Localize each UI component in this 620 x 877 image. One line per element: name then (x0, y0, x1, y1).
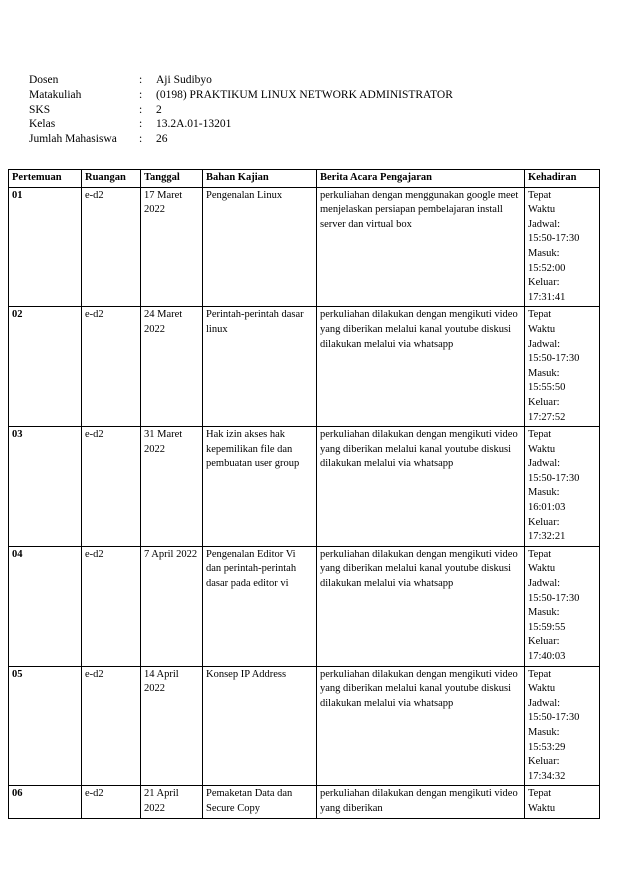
presence-line: Tepat (528, 189, 552, 201)
cell-berita-acara: perkuliahan dilakukan dengan mengikuti video yang diberikan melalui kanal youtube diskusi dilakukan melalui via whatsapp (317, 427, 525, 547)
cell-bahan-kajian: Perintah-perintah dasar linux (203, 307, 317, 427)
presence-line: Keluar: (528, 277, 560, 289)
header-ruangan: Ruangan (82, 170, 141, 188)
presence-line: Masuk: (528, 726, 560, 738)
presence-line: 15:50-17:30 (528, 353, 580, 365)
info-row-sks (29, 103, 453, 118)
presence-line: Jadwal: (528, 578, 561, 590)
cell-pertemuan: 02 (9, 307, 82, 427)
header-kehadiran: Kehadiran (525, 170, 600, 188)
table-row (9, 786, 600, 818)
header-tanggal: Tanggal (141, 170, 203, 188)
presence-line: Tepat (528, 548, 552, 560)
cell-kehadiran (525, 427, 600, 547)
info-value: 2 (156, 103, 162, 116)
cell-ruangan: e-d2 (82, 187, 141, 307)
presence-line: Waktu (528, 802, 556, 814)
cell-ruangan: e-d2 (82, 786, 141, 818)
presence-line: 17:27:52 (528, 411, 566, 423)
cell-berita-acara: perkuliahan dilakukan dengan mengikuti video yang diberikan melalui kanal youtube diskusi dilakukan melalui via whatsapp (317, 666, 525, 786)
cell-kehadiran (525, 786, 600, 818)
info-colon: : (139, 74, 143, 86)
cell-tanggal: 7 April 2022 (141, 546, 203, 666)
presence-line: Jadwal: (528, 218, 561, 230)
info-value: 13.2A.01-13201 (156, 118, 232, 131)
cell-tanggal: 31 Maret 2022 (141, 427, 203, 547)
lecture-log-table (8, 169, 600, 819)
cell-pertemuan: 06 (9, 786, 82, 818)
info-colon: : (139, 118, 143, 131)
presence-line: 17:32:21 (528, 531, 566, 543)
presence-line: 15:50-17:30 (528, 233, 580, 245)
info-value: (0198) PRAKTIKUM LINUX NETWORK ADMINISTRATOR (156, 88, 453, 101)
info-colon: : (139, 88, 143, 101)
cell-bahan-kajian: Pengenalan Editor Vi dan perintah-perintah dasar pada editor vi (203, 546, 317, 666)
presence-line: Masuk: (528, 607, 560, 619)
info-colon: : (139, 133, 143, 146)
presence-line: Tepat (528, 788, 552, 800)
presence-line: Tepat (528, 309, 552, 321)
presence-line: Keluar: (528, 396, 560, 408)
presence-line: 15:53:29 (528, 741, 566, 753)
cell-ruangan: e-d2 (82, 546, 141, 666)
cell-kehadiran (525, 307, 600, 427)
table-row (9, 307, 600, 427)
presence-line: 15:50-17:30 (528, 592, 580, 604)
info-label: SKS (29, 103, 51, 116)
cell-bahan-kajian: Pengenalan Linux (203, 187, 317, 307)
presence-line: 15:59:55 (528, 621, 566, 633)
header-bahan-kajian: Bahan Kajian (203, 170, 317, 188)
cell-pertemuan: 01 (9, 187, 82, 307)
info-value: Aji Sudibyo (156, 74, 212, 86)
table-row (9, 187, 600, 307)
cell-bahan-kajian: Konsep IP Address (203, 666, 317, 786)
info-label: Kelas (29, 118, 56, 131)
info-row-kelas (29, 117, 453, 132)
cell-ruangan: e-d2 (82, 307, 141, 427)
table-row (9, 546, 600, 666)
cell-pertemuan: 03 (9, 427, 82, 547)
presence-line: Keluar: (528, 636, 560, 648)
header-berita-acara: Berita Acara Pengajaran (317, 170, 525, 188)
info-row-matakuliah (29, 88, 453, 103)
presence-line: Masuk: (528, 367, 560, 379)
presence-line: Jadwal: (528, 338, 561, 350)
presence-line: Waktu (528, 683, 556, 695)
presence-line: 15:50-17:30 (528, 712, 580, 724)
presence-line: Keluar: (528, 756, 560, 768)
cell-berita-acara: perkuliahan dilakukan dengan mengikuti video yang diberikan melalui kanal youtube diskusi dilakukan melalui via whatsapp (317, 307, 525, 427)
cell-kehadiran (525, 187, 600, 307)
presence-line: Masuk: (528, 487, 560, 499)
cell-tanggal: 14 April 2022 (141, 666, 203, 786)
header-pertemuan: Pertemuan (9, 170, 82, 188)
info-value: 26 (156, 133, 168, 146)
presence-line: 15:52:00 (528, 262, 566, 274)
presence-line: Waktu (528, 204, 556, 216)
cell-pertemuan: 05 (9, 666, 82, 786)
presence-line: 17:40:03 (528, 651, 566, 662)
info-label: Jumlah Mahasiswa (29, 133, 117, 146)
info-colon: : (139, 103, 143, 116)
presence-line: 17:31:41 (528, 291, 566, 303)
cell-berita-acara: perkuliahan dengan menggunakan google meet menjelaskan persiapan pembelajaran install server dan virtual box (317, 187, 525, 307)
info-row-jumlah-mahasiswa (29, 132, 453, 147)
cell-bahan-kajian: Hak izin akses hak kepemilikan file dan pembuatan user group (203, 427, 317, 547)
cell-bahan-kajian: Pemaketan Data dan Secure Copy (203, 786, 317, 818)
course-info (29, 73, 453, 147)
cell-berita-acara: perkuliahan dilakukan dengan mengikuti video yang diberikan (317, 786, 525, 818)
presence-line: 15:55:50 (528, 382, 566, 394)
cell-pertemuan: 04 (9, 546, 82, 666)
info-row-dosen (29, 73, 453, 88)
table-row (9, 427, 600, 547)
cell-berita-acara: perkuliahan dilakukan dengan mengikuti video yang diberikan melalui kanal youtube diskusi dilakukan melalui via whatsapp (317, 546, 525, 666)
presence-line: Tepat (528, 668, 552, 680)
presence-line: Jadwal: (528, 697, 561, 709)
cell-ruangan: e-d2 (82, 427, 141, 547)
info-label: Matakuliah (29, 88, 82, 101)
cell-kehadiran (525, 666, 600, 786)
presence-line: 17:34:32 (528, 770, 566, 782)
presence-line: Tepat (528, 429, 552, 441)
table-header-row (9, 170, 600, 188)
cell-kehadiran (525, 546, 600, 666)
table-row (9, 666, 600, 786)
cell-tanggal: 24 Maret 2022 (141, 307, 203, 427)
cell-tanggal: 21 April 2022 (141, 786, 203, 818)
cell-tanggal: 17 Maret 2022 (141, 187, 203, 307)
presence-line: Waktu (528, 443, 556, 455)
presence-line: 16:01:03 (528, 502, 566, 514)
presence-line: Waktu (528, 323, 556, 335)
presence-line: Masuk: (528, 247, 560, 259)
presence-line: 15:50-17:30 (528, 472, 580, 484)
info-label: Dosen (29, 74, 59, 86)
presence-line: Waktu (528, 563, 556, 575)
presence-line: Keluar: (528, 516, 560, 528)
presence-line: Jadwal: (528, 458, 561, 470)
cell-ruangan: e-d2 (82, 666, 141, 786)
